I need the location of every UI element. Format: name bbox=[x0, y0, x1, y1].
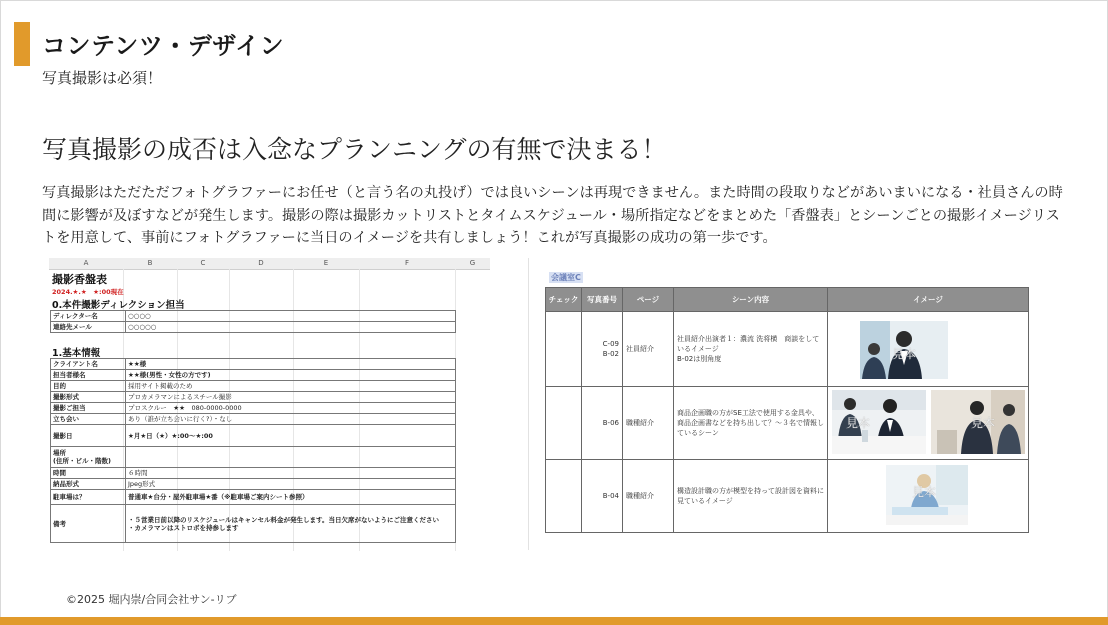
check-cell bbox=[546, 312, 582, 387]
sheet-date: 2024.★.★ ★:00現在 bbox=[52, 288, 124, 296]
table-row bbox=[51, 381, 456, 392]
page-cell: 社員紹介 bbox=[623, 312, 674, 387]
table-row bbox=[51, 425, 456, 447]
row-label: 担当者様名 bbox=[51, 370, 126, 381]
row-value: プロスクルー ★★ 080-0000-0000 bbox=[126, 403, 456, 414]
row-value bbox=[126, 447, 456, 468]
column-header-row bbox=[49, 258, 490, 270]
sheet-section-basic: 1.基本情報 bbox=[52, 348, 101, 359]
row-label: 駐車場は？ bbox=[51, 490, 126, 505]
room-label: 会議室C bbox=[551, 273, 581, 282]
figure-divider bbox=[528, 258, 529, 550]
row-label: 立ち会い bbox=[51, 414, 126, 425]
row-value: ★★様(男性・女性の方です) bbox=[126, 370, 456, 381]
row-value: ★★様 bbox=[126, 359, 456, 370]
row-label: ディレクター名 bbox=[51, 311, 126, 322]
column-header: A bbox=[83, 259, 89, 267]
table-row bbox=[51, 414, 456, 425]
table-row bbox=[51, 403, 456, 414]
row-label: 納品形式 bbox=[51, 479, 126, 490]
sample-watermark: 見本 bbox=[971, 416, 996, 430]
headline: 写真撮影の成否は入念なプランニングの有無で決まる！ bbox=[42, 135, 667, 164]
column-header: G bbox=[469, 259, 476, 267]
table-header-row bbox=[546, 288, 1029, 312]
row-label: 撮影形式 bbox=[51, 392, 126, 403]
table-row bbox=[51, 447, 456, 468]
table-row bbox=[51, 392, 456, 403]
column-header: F bbox=[404, 259, 410, 267]
sample-watermark: 見本 bbox=[912, 485, 937, 499]
sheet-section-director: 0.本件撮影ディレクション担当 bbox=[52, 300, 185, 311]
row-label: 目的 bbox=[51, 381, 126, 392]
sample-watermark: 見本 bbox=[846, 416, 871, 430]
photo-code-cell: C-09 B-02 bbox=[582, 312, 623, 387]
image-list-table bbox=[545, 287, 1029, 533]
bottom-accent-band bbox=[0, 617, 1108, 625]
table-row bbox=[51, 311, 456, 322]
column-header: C bbox=[200, 259, 206, 267]
column-header: B bbox=[147, 259, 153, 267]
column-header: シーン内容 bbox=[674, 288, 828, 312]
basic-info-table bbox=[50, 358, 456, 543]
sheet-title: 撮影香盤表 bbox=[52, 273, 107, 286]
column-header: イメージ bbox=[828, 288, 1029, 312]
title-accent-bar bbox=[14, 22, 30, 66]
row-label: 撮影ご担当 bbox=[51, 403, 126, 414]
page-cell: 職種紹介 bbox=[623, 387, 674, 460]
row-value: ○○○○○ bbox=[126, 322, 456, 333]
image-cell bbox=[828, 312, 1029, 387]
photo-code-cell: B-06 bbox=[582, 387, 623, 460]
image-cell bbox=[828, 460, 1029, 533]
row-value: 採用サイト掲載のため bbox=[126, 381, 456, 392]
table-row bbox=[51, 359, 456, 370]
sample-watermark: 見本 bbox=[892, 347, 917, 361]
image-cell bbox=[828, 387, 1029, 460]
row-value: Jpeg形式 bbox=[126, 479, 456, 490]
row-label: 時間 bbox=[51, 468, 126, 479]
row-value: ６時間 bbox=[126, 468, 456, 479]
photo-code-cell: B-04 bbox=[582, 460, 623, 533]
copyright-footer: ©2025 堀内崇/合同会社サン-リブ bbox=[66, 593, 237, 606]
table-row bbox=[51, 468, 456, 479]
row-label: クライアント名 bbox=[51, 359, 126, 370]
sample-photo bbox=[832, 390, 926, 454]
row-label: 備考 bbox=[51, 505, 126, 543]
table-row bbox=[546, 460, 1029, 533]
check-cell bbox=[546, 387, 582, 460]
body-paragraph: 写真撮影はただただフォトグラファーにお任せ（と言う名の丸投げ）では良いシーンは再現できません。また時間の段取りなどがあいまいになる・社員さんの時間に影響が及ぼすなどが発生します。撮影の際は撮影カットリストとタイムスケジュール・場所指定などをまとめた「香盤表」とシーンごとの撮影イメージリストを用意して、事前にフォトグラファーに当日のイメージを共有しましょう！これが写真撮影の成功の第一歩です。 bbox=[42, 185, 1063, 246]
table-row bbox=[51, 505, 456, 543]
sample-photo bbox=[931, 390, 1025, 454]
row-value: プロカメラマンによるスチール撮影 bbox=[126, 392, 456, 403]
scene-cell: 社員紹介出演者１：濃流 洗将横 商談をしているイメージ B-02は別角度 bbox=[674, 312, 828, 387]
row-value: ・５営業日前以降のリスケジュールはキャンセル料金が発生します。当日欠席がないようにご注意ください ・カメラマンはストロボを持参します bbox=[126, 505, 456, 543]
scene-cell: 構造設計職の方が模型を持って設計図を資料に見ているイメージ bbox=[674, 460, 828, 533]
row-label: 連絡先メール bbox=[51, 322, 126, 333]
column-header: ページ bbox=[623, 288, 674, 312]
table-row bbox=[51, 370, 456, 381]
page-subtitle: 写真撮影は必須！ bbox=[42, 69, 163, 87]
row-value: ○○○○ bbox=[126, 311, 456, 322]
row-label: 場所 (住所・ビル・階数) bbox=[51, 447, 126, 468]
row-value: あり（誰が立ち会いに行く?）・なし bbox=[126, 414, 456, 425]
schedule-spreadsheet bbox=[49, 258, 490, 551]
column-header: 写真番号 bbox=[582, 288, 623, 312]
sample-photo bbox=[886, 465, 968, 525]
table-row bbox=[546, 387, 1029, 460]
page-title: コンテンツ・デザイン bbox=[42, 32, 285, 60]
column-header: E bbox=[323, 259, 329, 267]
row-label: 撮影日 bbox=[51, 425, 126, 447]
table-row bbox=[51, 479, 456, 490]
page-cell: 職種紹介 bbox=[623, 460, 674, 533]
check-cell bbox=[546, 460, 582, 533]
row-value: ★月★日（★）★:00〜★:00 bbox=[126, 425, 456, 447]
scene-cell: 商品企画職の方がSE工法で使用する金具や、商品企画書などを持ち出して？〜３名で情報しているシーン bbox=[674, 387, 828, 460]
row-value: 普通車★台分・屋外駐車場★番（※駐車場ご案内シート参照） bbox=[126, 490, 456, 505]
table-row bbox=[51, 322, 456, 333]
column-header: D bbox=[258, 259, 264, 267]
column-header: チェック bbox=[546, 288, 582, 312]
table-row bbox=[51, 490, 456, 505]
table-row bbox=[546, 312, 1029, 387]
sample-photo bbox=[860, 321, 948, 379]
director-table bbox=[50, 310, 456, 333]
